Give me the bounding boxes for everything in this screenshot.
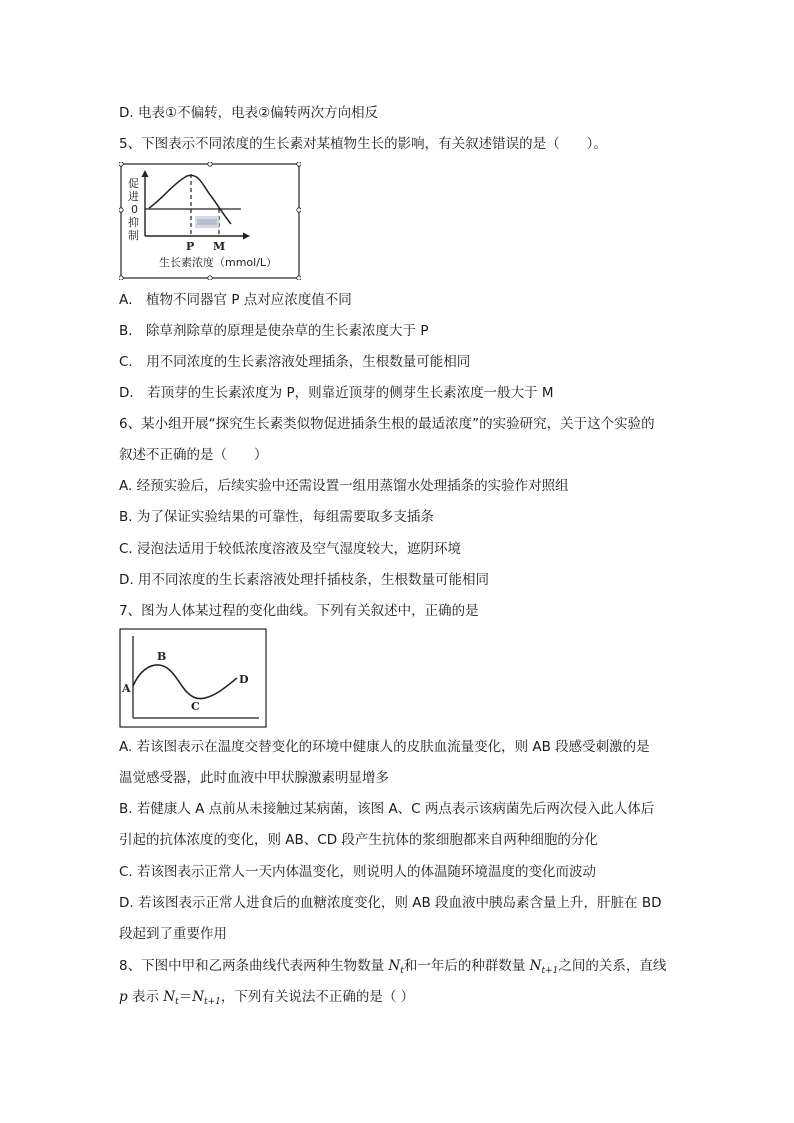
q8-symbol-n3: N: [163, 989, 176, 1005]
q5-option-b: B． 除草剂除草的原理是使杂草的生长素浓度大于 P: [119, 323, 429, 339]
q5-option-c: C． 用不同浓度的生长素溶液处理插条，生根数量可能相同: [119, 354, 471, 370]
q6-stem-line2: 叙述不正确的是（ ）: [119, 447, 268, 463]
q7-curve: [133, 665, 237, 699]
q5-tick-p: P: [186, 240, 195, 253]
q8-stem-text-pre: 8、下图中甲和乙两条曲线代表两种生物数量: [119, 958, 389, 974]
q8-symbol-t2: t: [175, 997, 179, 1007]
q8-stem2-text-pre: 表示: [127, 989, 164, 1005]
q8-stem-line1: [119, 957, 666, 980]
q7-figure: [119, 628, 267, 728]
q6-option-c: C. 浸泡法适用于较低浓度溶液及空气湿度较大，遮阴环境: [119, 541, 462, 557]
q5-x-axis-label: 生长素浓度（mmol/L）: [159, 256, 278, 269]
q4-option-d: D. 电表①不偏转，电表②偏转两次方向相反: [119, 105, 379, 121]
q5-label-inhibit-1: 抑: [128, 216, 139, 229]
q5-label-inhibit-2: 制: [128, 229, 139, 242]
q6-option-a: A. 经预实验后，后续实验中还需设置一组用蒸馏水处理插条的实验作对照组: [119, 478, 569, 494]
q8-stem2-text-post: ，下列有关说法不正确的是（ ）: [220, 989, 415, 1005]
q7-point-a: A: [122, 682, 131, 695]
q7-stem: 7、图为人体某过程的变化曲线。下列有关叙述中，正确的是: [119, 603, 479, 619]
q5-figure: [119, 162, 301, 280]
q8-symbol-t3: t+1: [204, 997, 221, 1007]
q5-label-promote-2: 进: [128, 190, 139, 203]
q5-label-zero: 0: [131, 203, 138, 216]
q7-option-b-line1: B. 若健康人 A 点前从未接触过某病菌，该图 A、C 两点表示该病菌先后两次侵入此人体后: [119, 801, 655, 817]
q5-option-a: A． 植物不同器官 P 点对应浓度值不同: [119, 292, 352, 308]
q6-stem-line1: 6、某小组开展“探究生长素类似物促进插条生根的最适浓度”的实验研究，关于这个实验的: [119, 416, 655, 432]
q5-stem: 5、下图表示不同浓度的生长素对某植物生长的影响，有关叙述错误的是（ ）。: [119, 136, 607, 152]
q5-option-d: D． 若顶芽的生长素浓度为 P，则靠近顶芽的侧芽生长素浓度一般大于 M: [119, 385, 554, 401]
q6-option-b: B. 为了保证实验结果的可靠性，每组需要取多支插条: [119, 509, 434, 525]
q8-symbol-n: N: [388, 958, 401, 974]
q5-label-promote-1: 促: [128, 177, 139, 190]
q8-symbol-n4: N: [192, 989, 204, 1005]
q7-option-a-line2: 温觉感受器，此时血液中甲状腺激素明显增多: [119, 770, 389, 786]
q8-symbol-eq: ＝: [178, 989, 193, 1005]
q5-tick-m: M: [213, 240, 226, 253]
q8-stem-line2: [119, 988, 414, 1011]
q8-symbol-t: t: [400, 966, 404, 976]
q7-point-b: B: [157, 650, 167, 663]
q8-symbol-n2: N: [529, 958, 542, 974]
q8-symbol-p: p: [119, 989, 128, 1005]
q8-symbol-t1: t+1: [541, 966, 559, 976]
q8-stem-text-post: 之间的关系，直线: [558, 958, 667, 974]
q7-option-c: C. 若该图表示正常人一天内体温变化，则说明人的体温随环境温度的变化而波动: [119, 864, 597, 880]
q7-option-a-line1: A. 若该图表示在温度交替变化的环境中健康人的皮肤血流量变化，则 AB 段感受刺激的是: [119, 739, 650, 755]
q8-stem-text-mid: 和一年后的种群数量: [403, 958, 530, 974]
q6-option-d: D. 用不同浓度的生长素溶液处理扦插枝条，生根数量可能相同: [119, 572, 489, 588]
q7-point-c: C: [191, 700, 200, 713]
q7-option-b-line2: 引起的抗体浓度的变化，则 AB、CD 段产生抗体的浆细胞都来自两种细胞的分化: [119, 832, 598, 848]
q7-point-d: D: [239, 673, 249, 686]
q7-option-d-line1: D. 若该图表示正常人进食后的血糖浓度变化，则 AB 段血液中胰岛素含量上升，肝脏在 BD: [119, 895, 662, 911]
q7-option-d-line2: 段起到了重要作用: [119, 926, 227, 942]
